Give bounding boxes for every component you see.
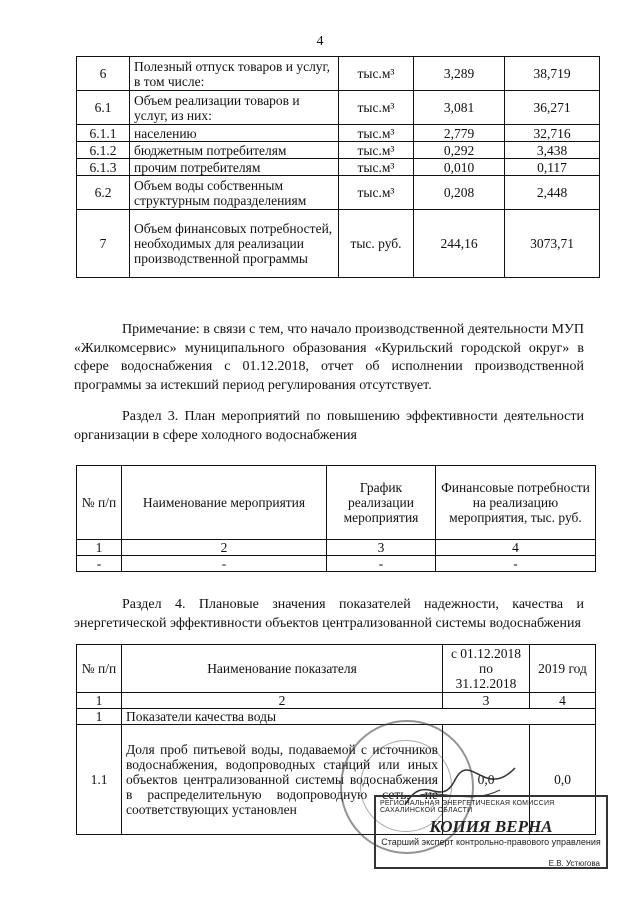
t3-number: 2 <box>122 693 443 709</box>
page-number: 4 <box>316 34 324 49</box>
row-name: Объем финансовых потребностей, необходимых для реализации производственной программы <box>130 210 339 278</box>
t2-dash: - <box>122 556 327 572</box>
t2-dash: - <box>436 556 596 572</box>
t2-header-finance: Финансовые потребности на реализацию мероприятия, тыс. руб. <box>436 466 596 540</box>
table-row <box>77 176 600 210</box>
row-value-period: 3,289 <box>414 57 505 91</box>
stamp-sub: Старший эксперт контрольно-правового управления <box>381 837 601 847</box>
table-row <box>77 159 600 176</box>
stamp-main: КОПИЯ ВЕРНА <box>429 817 553 836</box>
stamp-name: Е.В. Устюгова <box>548 859 600 868</box>
row-value-year: 38,719 <box>505 57 600 91</box>
row-name: Объем реализации товаров и услуг, из них: <box>130 91 339 125</box>
t3-row-v2: 0,0 <box>530 725 596 835</box>
table-row <box>77 210 600 278</box>
row-number: 6.1.2 <box>77 142 130 159</box>
t2-dash: - <box>327 556 436 572</box>
row-number: 6.1.3 <box>77 159 130 176</box>
row-value-year: 2,448 <box>505 176 600 210</box>
t2-number: 3 <box>327 540 436 556</box>
section-3-title: Раздел 3. План мероприятий по повышению эффективности деятельности организации в сфере холодного водоснабжения <box>74 409 584 443</box>
t2-number: 4 <box>436 540 596 556</box>
row-value-period: 244,16 <box>414 210 505 278</box>
row-unit: тыс. руб. <box>339 210 414 278</box>
row-value-year: 3073,71 <box>505 210 600 278</box>
row-value-period: 2,779 <box>414 125 505 142</box>
t2-dash: - <box>77 556 122 572</box>
t2-header-schedule: График реализации мероприятия <box>327 466 436 540</box>
row-name: населению <box>130 125 339 142</box>
row-number: 6.1 <box>77 91 130 125</box>
row-unit: тыс.м³ <box>339 91 414 125</box>
row-unit: тыс.м³ <box>339 176 414 210</box>
row-unit: тыс.м³ <box>339 142 414 159</box>
row-value-period: 0,010 <box>414 159 505 176</box>
t3-row-v1: 0,0 <box>443 725 530 835</box>
t3-header-num: № п/п <box>77 645 122 693</box>
t3-header-year: 2019 год <box>530 645 596 693</box>
t3-number: 3 <box>443 693 530 709</box>
row-unit: тыс.м³ <box>339 57 414 91</box>
row-value-year: 32,716 <box>505 125 600 142</box>
t2-number: 2 <box>122 540 327 556</box>
production-table <box>76 56 600 278</box>
stamp-org: РЕГИОНАЛЬНАЯ ЭНЕРГЕТИЧЕСКАЯ КОМИССИЯ САХАЛИНСКОЙ ОБЛАСТИ <box>380 800 555 814</box>
row-name: бюджетным потребителям <box>130 142 339 159</box>
row-name: прочим потребителям <box>130 159 339 176</box>
row-number: 6.1.1 <box>77 125 130 142</box>
t3-number: 4 <box>530 693 596 709</box>
row-value-year: 3,438 <box>505 142 600 159</box>
t2-number: 1 <box>77 540 122 556</box>
measures-table <box>76 465 596 572</box>
t3-row-num: 1.1 <box>77 725 122 835</box>
table-row <box>77 142 600 159</box>
row-value-period: 3,081 <box>414 91 505 125</box>
t3-number: 1 <box>77 693 122 709</box>
row-number: 6.2 <box>77 176 130 210</box>
t3-group-name: Показатели качества воды <box>122 709 596 725</box>
note-paragraph: Примечание: в связи с тем, что начало производственной деятельности МУП «Жилкомсервис» муниципального образования «Курильский городской округ» в сфере водоснабжения с 01.12.2018, отчет об исполнении производственной программы за истекший период регулирования отсутствует. <box>74 322 584 393</box>
certified-copy-stamp <box>374 795 608 869</box>
table-row <box>77 91 600 125</box>
t2-header-name: Наименование мероприятия <box>122 466 327 540</box>
row-name: Полезный отпуск товаров и услуг, в том числе: <box>130 57 339 91</box>
section-4-title: Раздел 4. Плановые значения показателей надежности, качества и энергетической эффективности объектов централизованной системы водоснабжения <box>74 597 584 631</box>
row-unit: тыс.м³ <box>339 159 414 176</box>
row-unit: тыс.м³ <box>339 125 414 142</box>
table-row <box>77 57 600 91</box>
row-value-period: 0,292 <box>414 142 505 159</box>
row-name: Объем воды собственным структурным подразделениям <box>130 176 339 210</box>
row-number: 7 <box>77 210 130 278</box>
t3-row-name: Доля проб питьевой воды, подаваемой с источников водоснабжения, водопроводных станций или иных объектов централизованной системы водоснабжения в распределительную водопроводную сеть, не соответствующих установлен <box>122 725 443 835</box>
row-value-year: 36,271 <box>505 91 600 125</box>
row-number: 6 <box>77 57 130 91</box>
t3-group-num: 1 <box>77 709 122 725</box>
row-value-period: 0,208 <box>414 176 505 210</box>
t3-header-period: с 01.12.2018 по 31.12.2018 <box>443 645 530 693</box>
row-value-year: 0,117 <box>505 159 600 176</box>
table-row <box>77 125 600 142</box>
t3-header-name: Наименование показателя <box>122 645 443 693</box>
t2-header-num: № п/п <box>77 466 122 540</box>
